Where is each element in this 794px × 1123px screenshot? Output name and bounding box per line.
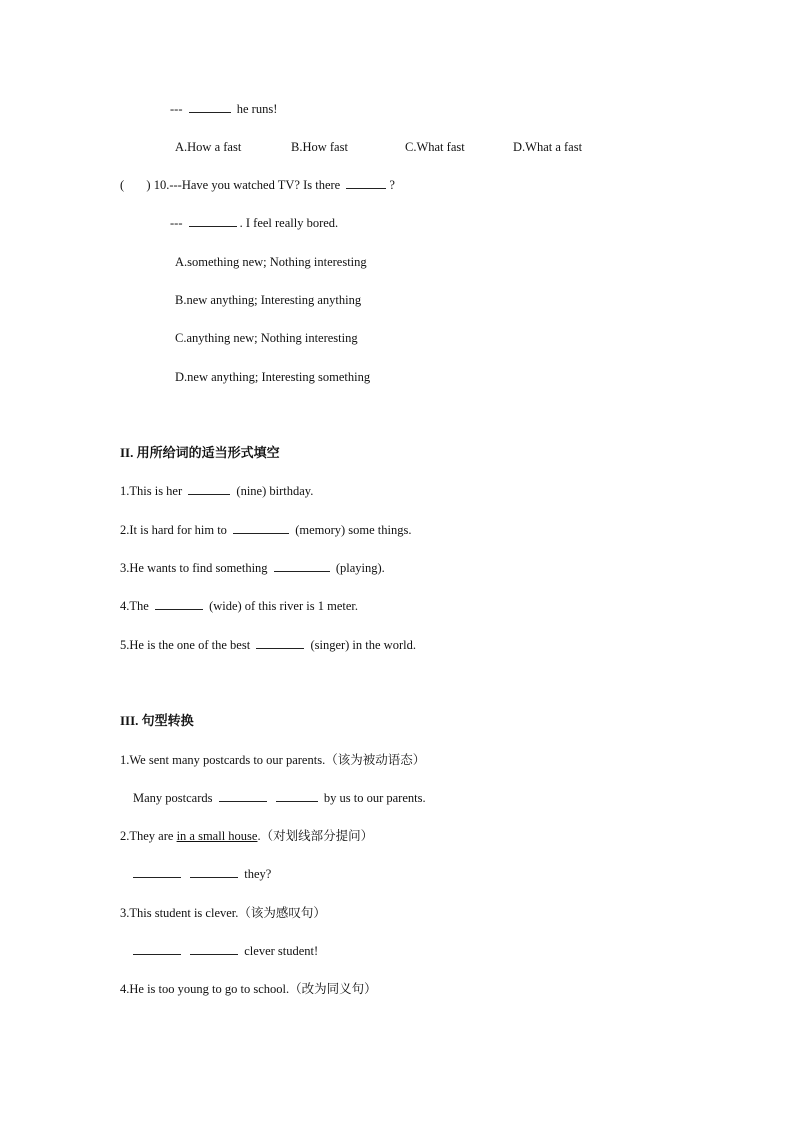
- q9-option-a[interactable]: A.How a fast: [175, 140, 242, 154]
- q10-answer-blank[interactable]: [189, 215, 237, 227]
- q10-question-blank[interactable]: [346, 177, 386, 189]
- q10-paren-close: ): [146, 178, 151, 192]
- section3-q3-ans-post: clever student!: [244, 944, 319, 958]
- section3-title: III. 句型转换: [120, 713, 194, 728]
- section3-q1-ans-pre: Many postcards: [133, 791, 213, 805]
- section3-q2: [120, 828, 373, 844]
- section2-item-2: [120, 522, 412, 538]
- section3-q3-answer: [133, 943, 318, 959]
- q9-answer-line: [170, 101, 277, 117]
- section3-q1: 1.We sent many postcards to our parents.（该为被动语态）: [120, 753, 426, 767]
- section3-q3-blank-1[interactable]: [133, 943, 181, 955]
- q9-answer-blank[interactable]: [189, 101, 231, 113]
- section3-q1-blank-2[interactable]: [276, 790, 318, 802]
- section3-q2-post: .（对划线部分提问）: [257, 829, 374, 843]
- section2-item-3-post: (playing).: [335, 561, 385, 575]
- q9-option-d[interactable]: D.What a fast: [513, 140, 583, 154]
- section3-q1-answer: [133, 790, 426, 806]
- section2-item-5-post: (singer) in the world.: [310, 638, 416, 652]
- q10-question-line: [120, 177, 395, 193]
- section2-item-5-pre: 5.He is the one of the best: [120, 638, 251, 652]
- q10-option-b[interactable]: B.new anything; Interesting anything: [175, 293, 362, 307]
- section3-q2-answer: [133, 866, 271, 882]
- section3-q4: 4.He is too young to go to school.（改为同义句）: [120, 982, 377, 996]
- section3-q2-underlined: in a small house: [176, 829, 258, 843]
- section2-item-3-pre: 3.He wants to find something: [120, 561, 268, 575]
- q10-question-end: ?: [389, 178, 395, 192]
- q9-option-c[interactable]: C.What fast: [405, 140, 465, 154]
- section2-item-2-post: (memory) some things.: [295, 523, 412, 537]
- section3-q1-blank-1[interactable]: [219, 790, 267, 802]
- section2-item-4-blank[interactable]: [155, 598, 203, 610]
- section2-item-4: [120, 598, 358, 614]
- q10-answer-prefix: ---: [170, 216, 183, 230]
- q9-answer-suffix: he runs!: [236, 102, 278, 116]
- section2-item-2-blank[interactable]: [233, 522, 289, 534]
- section3-q2-blank-1[interactable]: [133, 866, 181, 878]
- section2-item-2-pre: 2.It is hard for him to: [120, 523, 227, 537]
- section2-item-5: [120, 637, 416, 653]
- section2-item-4-pre: 4.The: [120, 599, 149, 613]
- section2-item-1-pre: 1.This is her: [120, 484, 183, 498]
- q9-answer-prefix: ---: [170, 102, 183, 116]
- section3-q2-ans-post: they?: [244, 867, 272, 881]
- q10-option-c[interactable]: C.anything new; Nothing interesting: [175, 331, 358, 345]
- q10-question-lead: 10.---Have you watched TV? Is there: [153, 178, 341, 192]
- q10-answer-line: [170, 215, 338, 231]
- q10-option-a[interactable]: A.something new; Nothing interesting: [175, 255, 367, 269]
- section3-q2-blank-2[interactable]: [190, 866, 238, 878]
- section2-item-5-blank[interactable]: [256, 637, 304, 649]
- q10-option-d[interactable]: D.new anything; Interesting something: [175, 370, 371, 384]
- section2-item-3: [120, 560, 385, 576]
- q9-options: [175, 139, 582, 155]
- section2-item-1-post: (nine) birthday.: [236, 484, 314, 498]
- section3-q3: 3.This student is clever.（该为感叹句）: [120, 906, 326, 920]
- q10-paren-open: (: [120, 178, 125, 192]
- section3-q2-pre: 2.They are: [120, 829, 174, 843]
- section2-title: II. 用所给词的适当形式填空: [120, 445, 280, 460]
- section2-item-4-post: (wide) of this river is 1 meter.: [209, 599, 358, 613]
- section2-item-1: [120, 483, 313, 499]
- section3-q3-blank-2[interactable]: [190, 943, 238, 955]
- section2-item-3-blank[interactable]: [274, 560, 330, 572]
- section2-item-1-blank[interactable]: [188, 483, 230, 495]
- q9-option-b[interactable]: B.How fast: [291, 140, 348, 154]
- q10-answer-suffix: . I feel really bored.: [239, 216, 339, 230]
- section3-q1-ans-post: by us to our parents.: [323, 791, 426, 805]
